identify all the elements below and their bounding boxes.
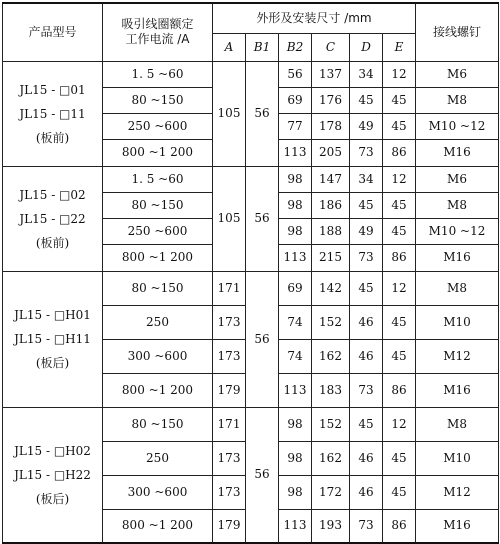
model-line: JL15 - □H01 — [14, 308, 91, 322]
e-cell: 12 — [383, 61, 416, 87]
b2-cell: 98 — [279, 441, 312, 475]
b2-cell: 77 — [279, 113, 312, 139]
header-terminal-screw: 接线螺钉 — [416, 3, 499, 61]
header-current-line1: 吸引线圈额定 — [121, 17, 194, 32]
header-current — [103, 3, 213, 61]
b2-cell: 113 — [279, 509, 312, 543]
model-line: JL15 - □H02 — [14, 443, 91, 458]
model-line: (板后) — [35, 491, 70, 506]
e-cell: 45 — [383, 339, 416, 373]
c-cell: 183 — [312, 373, 350, 407]
a-cell: 105 — [213, 61, 246, 166]
current-cell: 80 ~150 — [103, 87, 213, 113]
e-cell: 86 — [383, 244, 416, 271]
c-cell: 162 — [312, 441, 350, 475]
b2-cell: 98 — [279, 166, 312, 192]
current-cell: 800 ~1 200 — [103, 373, 213, 407]
b1-cell: 56 — [246, 407, 279, 543]
table-row — [3, 271, 499, 305]
c-cell: 152 — [312, 407, 350, 441]
d-cell: 45 — [350, 407, 383, 441]
header-col-d: D — [350, 33, 383, 61]
b1-cell: 56 — [246, 61, 279, 166]
header-col-b2: B2 — [279, 33, 312, 61]
c-cell: 193 — [312, 509, 350, 543]
b2-cell: 98 — [279, 192, 312, 218]
table-row — [3, 407, 499, 441]
c-cell: 178 — [312, 113, 350, 139]
d-cell: 46 — [350, 339, 383, 373]
screw-cell: M8 — [416, 407, 499, 441]
c-cell: 172 — [312, 475, 350, 509]
current-cell: 250 ~600 — [103, 218, 213, 244]
model-cell — [3, 271, 103, 407]
model-line: JL15 - □11 — [19, 106, 86, 121]
d-cell: 34 — [350, 166, 383, 192]
current-cell: 800 ~1 200 — [103, 139, 213, 166]
d-cell: 46 — [350, 305, 383, 339]
current-cell: 1. 5 ~60 — [103, 166, 213, 192]
c-cell: 162 — [312, 339, 350, 373]
model-cell — [3, 61, 103, 166]
b1-cell: 56 — [246, 166, 279, 271]
screw-cell: M6 — [416, 61, 499, 87]
screw-cell: M16 — [416, 373, 499, 407]
b2-cell: 98 — [279, 475, 312, 509]
screw-cell: M10 — [416, 441, 499, 475]
model-line: (板后) — [35, 356, 70, 370]
c-cell: 205 — [312, 139, 350, 166]
current-cell: 80 ~150 — [103, 192, 213, 218]
d-cell: 73 — [350, 139, 383, 166]
b2-cell: 113 — [279, 373, 312, 407]
a-cell: 173 — [213, 441, 246, 475]
b2-cell: 113 — [279, 244, 312, 271]
model-line: JL15 - □H22 — [14, 467, 91, 482]
header-current-line2: 工作电流 /A — [125, 32, 190, 47]
c-cell: 176 — [312, 87, 350, 113]
screw-cell: M6 — [416, 166, 499, 192]
screw-cell: M12 — [416, 475, 499, 509]
current-cell: 800 ~1 200 — [103, 244, 213, 271]
c-cell: 142 — [312, 271, 350, 305]
a-cell: 173 — [213, 305, 246, 339]
header-col-b1: B1 — [246, 33, 279, 61]
a-cell: 173 — [213, 475, 246, 509]
c-cell: 137 — [312, 61, 350, 87]
a-cell: 105 — [213, 166, 246, 271]
e-cell: 86 — [383, 509, 416, 543]
current-cell: 800 ~1 200 — [103, 509, 213, 543]
screw-cell: M10 ~12 — [416, 113, 499, 139]
b2-cell: 98 — [279, 218, 312, 244]
current-cell: 80 ~150 — [103, 407, 213, 441]
e-cell: 12 — [383, 271, 416, 305]
model-cell — [3, 166, 103, 271]
screw-cell: M10 — [416, 305, 499, 339]
a-cell: 171 — [213, 271, 246, 305]
spec-table — [2, 2, 499, 544]
header-col-a: A — [213, 33, 246, 61]
d-cell: 73 — [350, 244, 383, 271]
b2-cell: 74 — [279, 339, 312, 373]
c-cell: 215 — [312, 244, 350, 271]
d-cell: 46 — [350, 475, 383, 509]
current-cell: 250 ~600 — [103, 113, 213, 139]
e-cell: 45 — [383, 113, 416, 139]
header-model: 产品型号 — [3, 3, 103, 61]
model-line: (板前) — [35, 130, 70, 145]
current-cell: 250 — [103, 441, 213, 475]
b2-cell: 69 — [279, 87, 312, 113]
model-line: JL15 - □H11 — [14, 332, 91, 346]
current-cell: 250 — [103, 305, 213, 339]
table-row — [3, 166, 499, 192]
a-cell: 173 — [213, 339, 246, 373]
b2-cell: 69 — [279, 271, 312, 305]
model-cell — [3, 407, 103, 543]
a-cell: 171 — [213, 407, 246, 441]
e-cell: 86 — [383, 373, 416, 407]
c-cell: 188 — [312, 218, 350, 244]
b2-cell: 74 — [279, 305, 312, 339]
screw-cell: M10 ~12 — [416, 218, 499, 244]
d-cell: 73 — [350, 373, 383, 407]
d-cell: 45 — [350, 271, 383, 305]
model-line: JL15 - □01 — [19, 82, 86, 97]
d-cell: 45 — [350, 87, 383, 113]
current-cell: 300 ~600 — [103, 339, 213, 373]
current-cell: 1. 5 ~60 — [103, 61, 213, 87]
current-cell: 80 ~150 — [103, 271, 213, 305]
header-dimensions: 外形及安装尺寸 /mm — [213, 3, 416, 33]
model-line: (板前) — [35, 235, 70, 250]
e-cell: 12 — [383, 166, 416, 192]
header-col-c: C — [312, 33, 350, 61]
current-cell: 300 ~600 — [103, 475, 213, 509]
screw-cell: M12 — [416, 339, 499, 373]
d-cell: 49 — [350, 218, 383, 244]
c-cell: 186 — [312, 192, 350, 218]
e-cell: 45 — [383, 192, 416, 218]
e-cell: 86 — [383, 139, 416, 166]
model-line: JL15 - □02 — [19, 187, 86, 202]
d-cell: 34 — [350, 61, 383, 87]
d-cell: 73 — [350, 509, 383, 543]
screw-cell: M16 — [416, 139, 499, 166]
b2-cell: 113 — [279, 139, 312, 166]
screw-cell: M16 — [416, 509, 499, 543]
b2-cell: 98 — [279, 407, 312, 441]
screw-cell: M16 — [416, 244, 499, 271]
screw-cell: M8 — [416, 192, 499, 218]
c-cell: 147 — [312, 166, 350, 192]
d-cell: 45 — [350, 192, 383, 218]
c-cell: 152 — [312, 305, 350, 339]
model-line: JL15 - □22 — [19, 211, 86, 226]
screw-cell: M8 — [416, 87, 499, 113]
e-cell: 45 — [383, 475, 416, 509]
e-cell: 45 — [383, 87, 416, 113]
a-cell: 179 — [213, 373, 246, 407]
e-cell: 45 — [383, 441, 416, 475]
b1-cell: 56 — [246, 271, 279, 407]
b2-cell: 56 — [279, 61, 312, 87]
d-cell: 46 — [350, 441, 383, 475]
d-cell: 49 — [350, 113, 383, 139]
a-cell: 179 — [213, 509, 246, 543]
header-col-e: E — [383, 33, 416, 61]
e-cell: 45 — [383, 305, 416, 339]
screw-cell: M8 — [416, 271, 499, 305]
table-row — [3, 61, 499, 87]
e-cell: 45 — [383, 218, 416, 244]
e-cell: 12 — [383, 407, 416, 441]
